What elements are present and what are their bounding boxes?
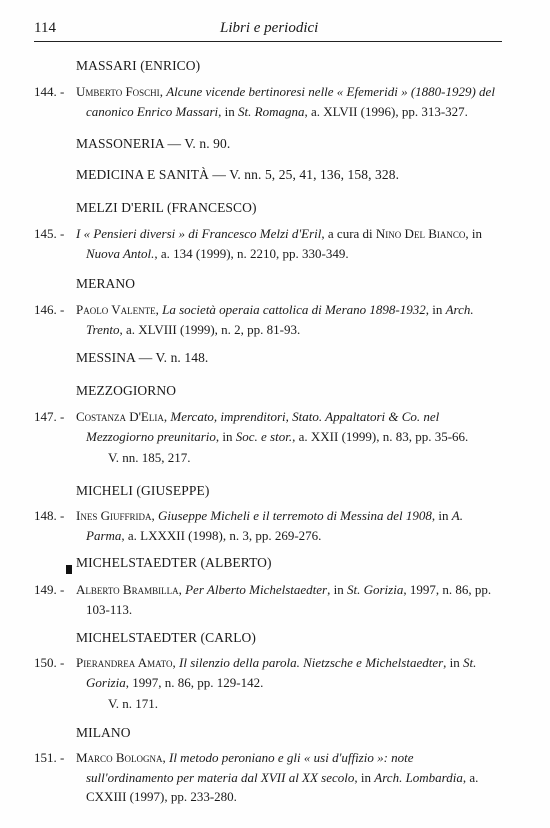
entry-author: Umberto Foschi (76, 84, 160, 99)
entry-details: 1997, n. 86, pp. 103-113. (86, 582, 492, 617)
entry-number: 149. - (34, 582, 65, 597)
bibliography-entry: 147. - Costanza D'Elia, Mercato, imprenditori, Stato. Appaltatori & Co. nel Mezzogiorno preunitario, in Soc. e stor., a. XXII (1999), n. 83, pp. 35-66. (34, 409, 469, 444)
entry-author: Alberto Brambilla (76, 582, 179, 597)
entry-in: in (222, 428, 233, 444)
entry-number: 145. - (34, 226, 65, 241)
entry-details: a. XLVIII (1999), n. 2, pp. 81-93. (125, 321, 301, 337)
header-rule (34, 41, 502, 42)
entry-details: a. 134 (1999), n. 2210, pp. 330-349. (160, 245, 349, 261)
entry-details: a. XXII (1999), n. 83, pp. 35-66. (298, 428, 469, 444)
bibliography-entry: 148. - Ines Giuffrida, Giuseppe Micheli e il terremoto di Messina del 1908, in A. Parma, a. LXXXII (1998), n. 3, pp. 269-276. (34, 508, 463, 543)
entry-title: Il metodo peroniano e gli « usi d'uffizio »: note sull'ordinamento per materia dal XVII al XX secolo (86, 750, 414, 785)
entry-in: in (432, 302, 443, 317)
entry-title: Mercato, imprenditori, Stato. Appaltatori & Co. nel Mezzogiorno preunitario (86, 409, 440, 444)
entry-number: 146. - (34, 302, 65, 317)
entry-number: 144. - (34, 84, 65, 99)
entry-in: in (449, 655, 460, 670)
subject-heading: MEZZOGIORNO (76, 383, 177, 398)
entry-number: 147. - (34, 409, 65, 424)
subject-heading: MERANO (76, 276, 136, 291)
entry-author: Ines Giuffrida (76, 508, 152, 523)
subject-heading: MELZI D'ERIL (FRANCESCO) (76, 200, 257, 215)
entry-author: Costanza D'Elia (76, 409, 164, 424)
entry-author: Pierandrea Amato (76, 655, 173, 670)
entry-title: Il silenzio della parola. Nietzsche e Michelstaedter (179, 655, 444, 670)
subject-heading: MASSONERIA — V. n. 90. (76, 136, 231, 151)
page-number: 114 (34, 20, 56, 36)
subject-heading: MESSINA — V. n. 148. (76, 350, 209, 365)
bibliography-entry: 150. - Pierandrea Amato, Il silenzio della parola. Nietzsche e Michelstaedter, in St. Gorizia, 1997, n. 86, pp. 129-142. (34, 655, 477, 690)
subject-heading: MASSARI (ENRICO) (76, 58, 201, 73)
entry-number: 151. - (34, 750, 65, 765)
entry-journal: A. Parma (86, 508, 463, 543)
entry-title: La società operaia cattolica di Merano 1898-1932 (162, 302, 426, 317)
bibliography-entry: 145. - I « Pensieri diversi » di Francesco Melzi d'Eril, a cura di Nino Del Bianco, in Nuova Antol., a. 134 (1999), n. 2210, pp. 330-349. (34, 226, 482, 261)
bibliography-entry: 144. - Umberto Foschi, Alcune vicende bertinoresi nelle « Efemeridi » (1880-1929) del canonico Enrico Massari, in St. Romagna, a. XLVII (1996), pp. 313-327. (34, 84, 495, 119)
entry-in: in (333, 582, 344, 597)
cross-reference: V. n. 171. (108, 696, 158, 711)
entry-journal: Arch. Lombardia (374, 769, 463, 785)
entry-author: Marco Bologna (76, 750, 163, 765)
entry-in: in (360, 769, 372, 785)
subject-heading: MEDICINA E SANITÀ — V. nn. 5, 25, 41, 136, 158, 328. (76, 167, 400, 182)
entry-author: Paolo Valente (76, 302, 156, 317)
bibliography-entry: 149. - Alberto Brambilla, Per Alberto Michelstaedter, in St. Gorizia, 1997, n. 86, pp. 103-113. (34, 582, 492, 617)
subject-heading: MICHELSTAEDTER (CARLO) (76, 630, 256, 645)
running-title: Libri e periodici (220, 20, 319, 36)
subject-heading: MICHELI (GIUSEPPE) (76, 483, 210, 498)
bibliography-entry: 146. - Paolo Valente, La società operaia cattolica di Merano 1898-1932, in Arch. Trento, a. XLVIII (1999), n. 2, pp. 81-93. (34, 302, 474, 337)
entry-number: 150. - (34, 655, 65, 670)
entry-title: I « Pensieri diversi » di Francesco Melzi d'Eril (76, 226, 322, 241)
entry-title: Per Alberto Michelstaedter (185, 582, 328, 597)
ink-speck (66, 565, 72, 574)
entry-details: a. LXXXII (1998), n. 3, pp. 269-276. (127, 527, 322, 543)
subject-heading: MICHELSTAEDTER (ALBERTO) (76, 555, 272, 570)
entry-in: in (224, 103, 235, 119)
subject-heading: MILANO (76, 725, 131, 740)
entry-journal: Soc. e stor. (235, 428, 293, 444)
entry-journal: Nuova Antol. (86, 245, 155, 261)
entry-details: 1997, n. 86, pp. 129-142. (132, 674, 264, 690)
entry-journal: Arch. Trento (86, 302, 474, 337)
entry-title: Alcune vicende bertinoresi nelle « Efemeridi » (1880-1929) del canonico Enrico Massari (86, 84, 495, 119)
cross-reference: V. nn. 185, 217. (108, 450, 191, 465)
bibliography-entry: 151. - Marco Bologna, Il metodo peroniano e gli « usi d'uffizio »: note sull'ordinamento per materia dal XVII al XX secolo, in Arch. Lombardia, a. CXXIII (1997), pp. 233-280. (34, 750, 479, 804)
entry-in: in (438, 508, 449, 523)
entry-curator: Nino Del Bianco (375, 226, 466, 241)
entry-details: a. CXXIII (1997), pp. 233-280. (86, 769, 479, 804)
entry-number: 148. - (34, 508, 65, 523)
entry-journal: St. Romagna (238, 103, 305, 119)
entry-curator-prefix: a cura di (327, 226, 373, 241)
entry-journal: St. Gorizia (347, 582, 404, 597)
entry-details: a. XLVII (1996), pp. 313-327. (310, 103, 468, 119)
entry-title: Giuseppe Micheli e il terremoto di Messina del 1908 (157, 508, 432, 523)
entry-journal: St. Gorizia (86, 655, 477, 690)
entry-in: in (471, 226, 482, 241)
